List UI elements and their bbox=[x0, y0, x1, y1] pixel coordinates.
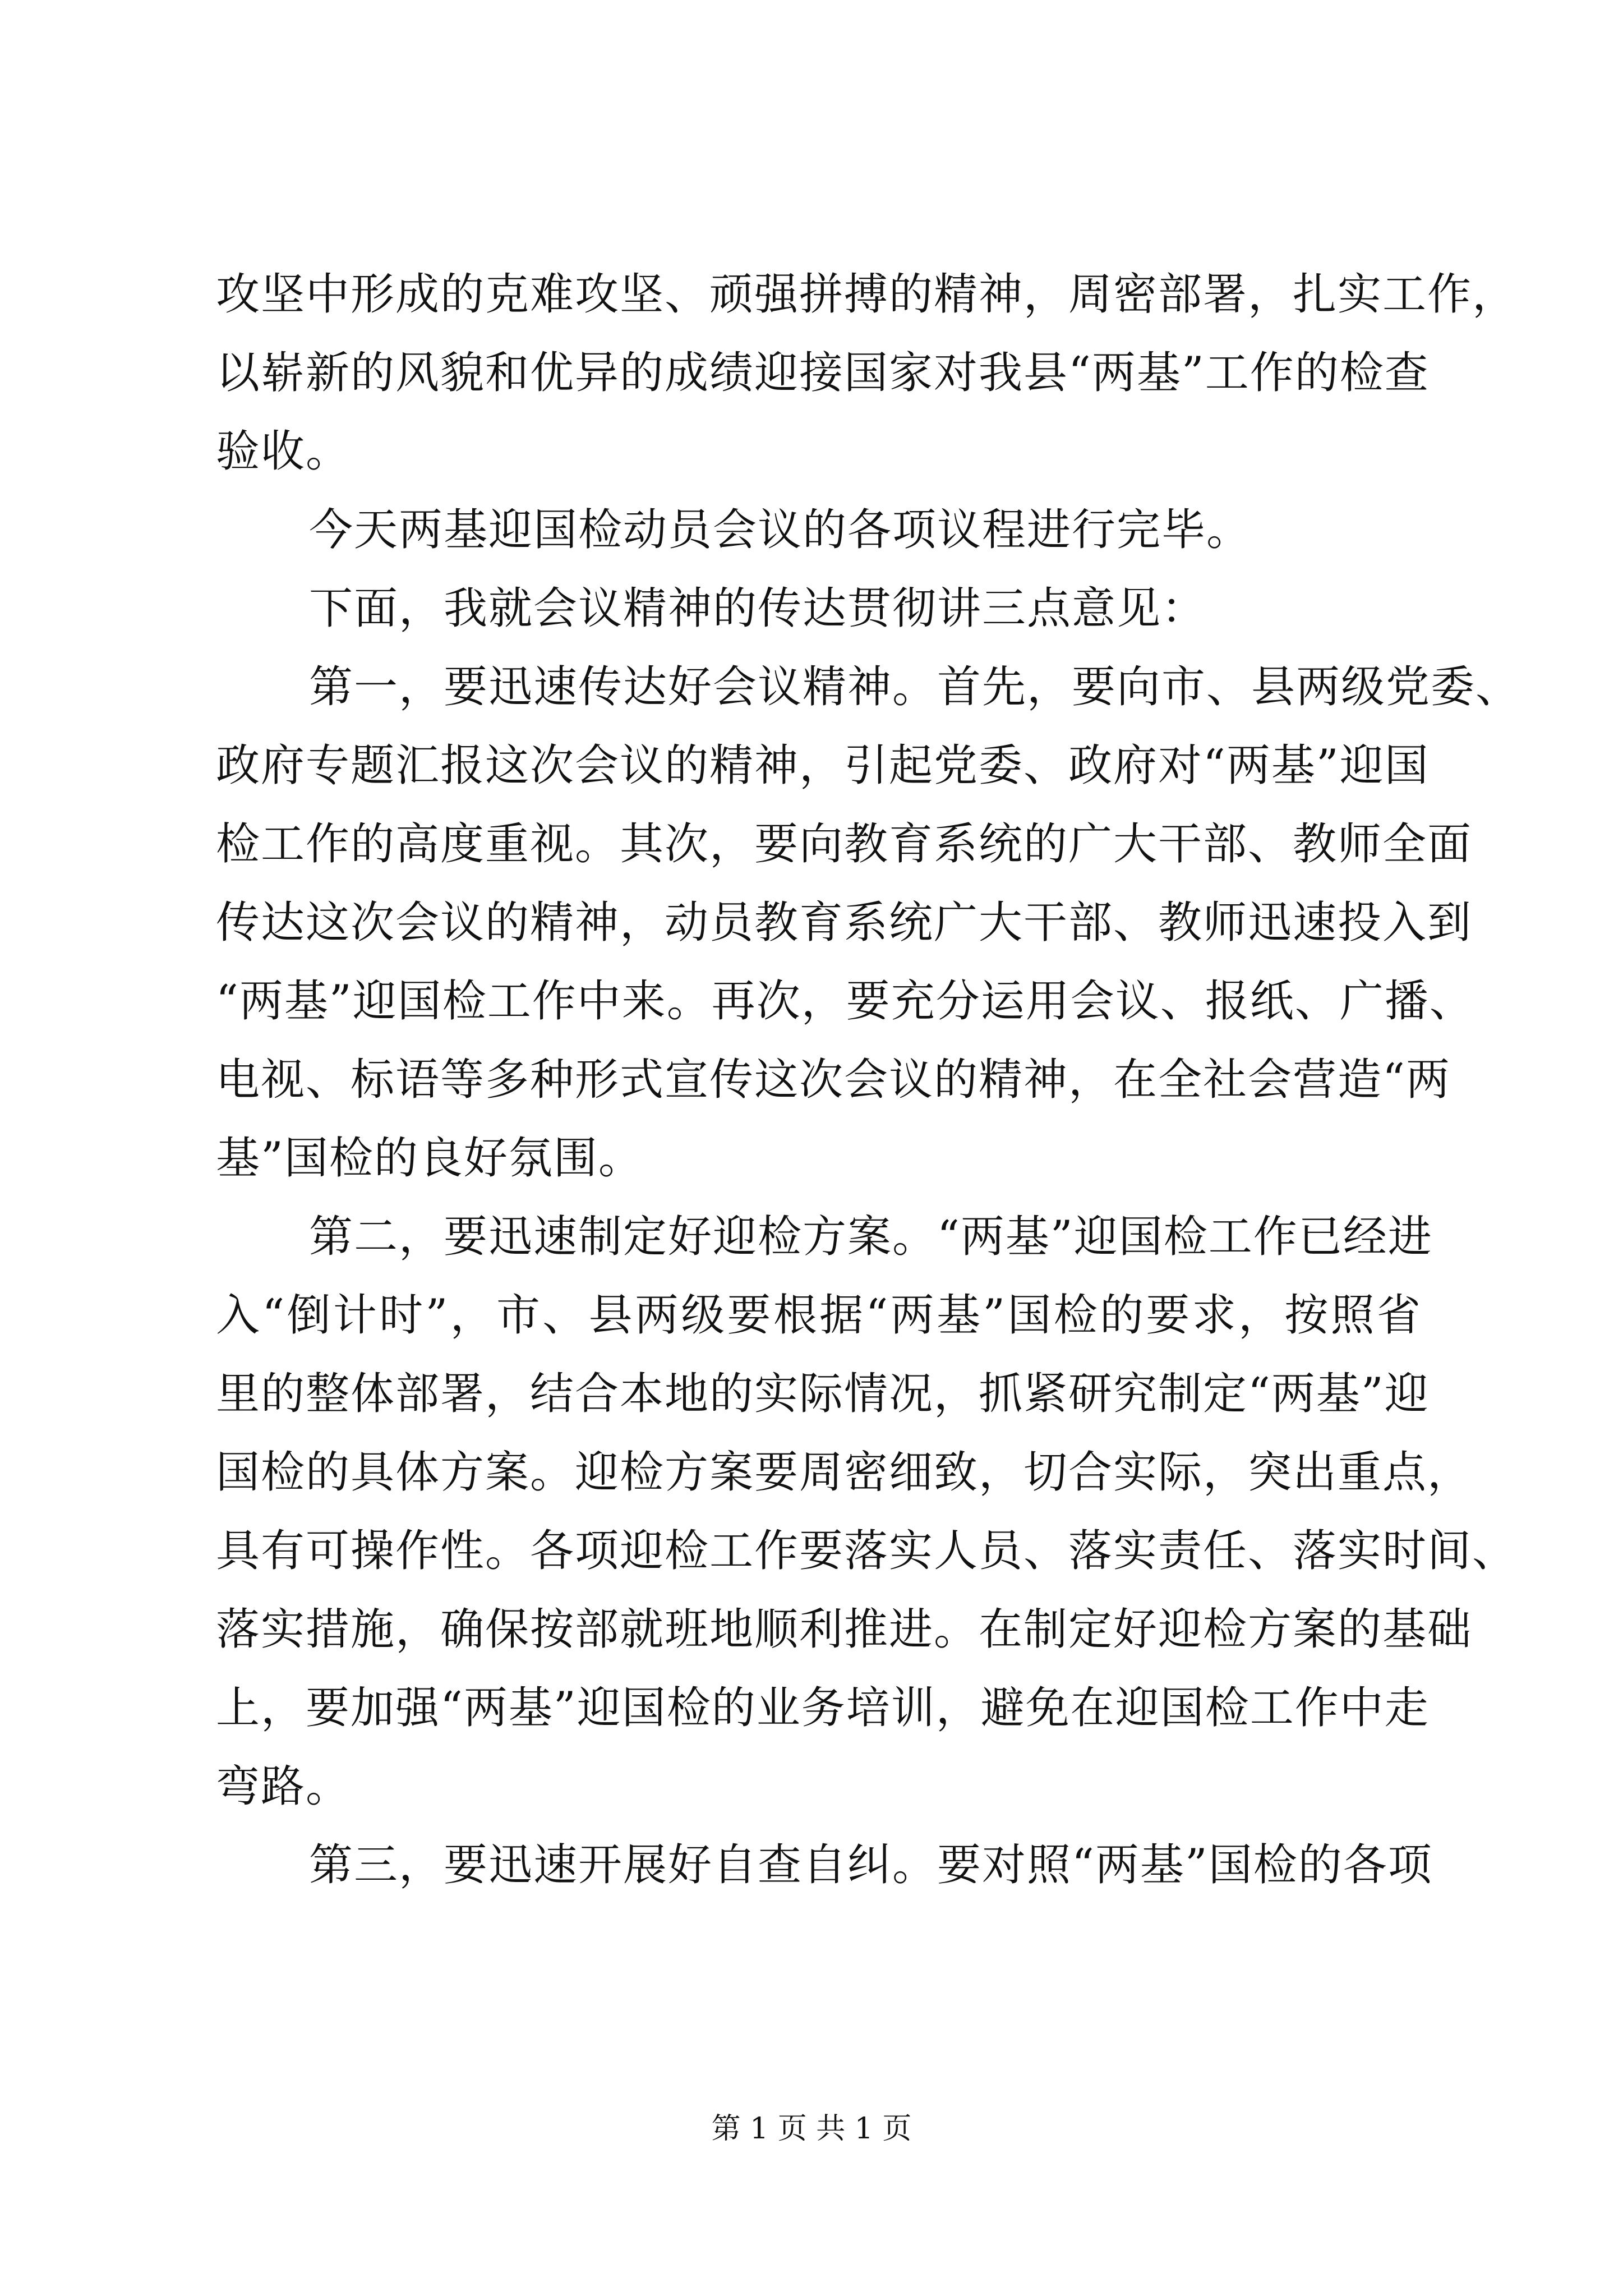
text-line: 基”国检的良好氛围。 bbox=[216, 1133, 643, 1184]
document-body bbox=[216, 255, 1521, 1904]
paragraph-line: 今天两基迎国检动员会议的各项议程进行完毕。 bbox=[309, 505, 1252, 555]
text-line: 以崭新的风貌和优异的成绩迎接国家对我县“两基”工作的检查 bbox=[216, 348, 1430, 398]
text-line: “两基”迎国检工作中来。再次，要充分运用会议、报纸、广播、 bbox=[216, 976, 1474, 1027]
paragraph-line: 第一，要迅速传达好会议精神。首先，要向市、县两级党委、 bbox=[309, 662, 1521, 712]
paragraph-line: 下面，我就会议精神的传达贯彻讲三点意见： bbox=[309, 583, 1207, 634]
text-line: 具有可操作性。各项迎检工作要落实人员、落实责任、落实时间、 bbox=[216, 1526, 1518, 1576]
paragraph-line: 第三，要迅速开展好自查自纠。要对照“两基”国检的各项 bbox=[309, 1840, 1433, 1890]
text-line: 里的整体部署，结合本地的实际情况，抓紧研究制定“两基”迎 bbox=[216, 1369, 1430, 1419]
text-line: 政府专题汇报这次会议的精神，引起党委、政府对“两基”迎国 bbox=[216, 740, 1430, 791]
text-line: 验收。 bbox=[216, 426, 351, 477]
text-line: 落实措施，确保按部就班地顺利推进。在制定好迎检方案的基础 bbox=[216, 1604, 1473, 1655]
text-line: 检工作的高度重视。其次，要向教育系统的广大干部、教师全面 bbox=[216, 819, 1473, 869]
paragraph-line: 第二，要迅速制定好迎检方案。“两基”迎国检工作已经进 bbox=[309, 1212, 1433, 1262]
text-line: 弯路。 bbox=[216, 1761, 351, 1812]
text-line: 攻坚中形成的克难攻坚、顽强拼搏的精神，周密部署，扎实工作， bbox=[216, 269, 1518, 320]
text-line: 入“倒计时”，市、县两级要根据“两基”国检的要求，按照省 bbox=[216, 1290, 1422, 1341]
text-line: 国检的具体方案。迎检方案要周密细致，切合实际，突出重点， bbox=[216, 1447, 1473, 1498]
text-line: 电视、标语等多种形式宣传这次会议的精神，在全社会营造“两 bbox=[216, 1055, 1451, 1105]
page-footer: 第 1 页 共 1 页 bbox=[711, 2112, 912, 2146]
text-line: 传达这次会议的精神，动员教育系统广大干部、教师迅速投入到 bbox=[216, 898, 1473, 948]
text-line: 上，要加强“两基”迎国检的业务培训，避免在迎国检工作中走 bbox=[216, 1683, 1430, 1733]
